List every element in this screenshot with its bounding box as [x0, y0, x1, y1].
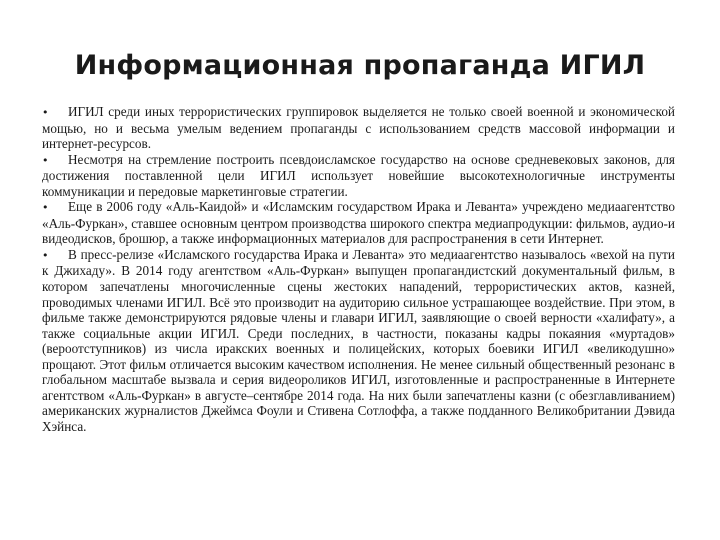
bullet-marker: • [42, 248, 49, 262]
bullet-text: Еще в 2006 году «Аль-Каидой» и «Исламским государством Ирака и Леванта» учреждено медиаагентство «Аль-Фуркан», ставшее основным центром производства широкого спектра медиапродукции: фильмов, аудио-и видеодисков, брошюр, а также информационных материалов для распространения в сети Интернет. [42, 199, 675, 247]
bullet-text: ИГИЛ среди иных террористических группировок выделяется не только своей военной и экономической мощью, но и весьма умелым ведением пропаганды с использованием средств массовой информации и интернет-ресурсов. [42, 104, 675, 152]
slide-body [42, 104, 675, 434]
bullet-item-1 [42, 104, 675, 152]
bullet-item-3 [42, 199, 675, 247]
bullet-item-4 [42, 247, 675, 435]
bullet-text: Несмотря на стремление построить псевдоисламское государство на основе средневековых законов, для достижения поставленной цели ИГИЛ использует новейшие высокотехнологичные инструменты коммуникации и передовые маркетинговые стратегии. [42, 151, 675, 199]
bullet-marker: • [42, 153, 49, 167]
bullet-item-2 [42, 152, 675, 200]
slide-title: Информационная пропаганда ИГИЛ [74, 50, 646, 81]
bullet-marker: • [42, 106, 49, 119]
bullet-text: В пресс-релизе «Исламского государства Ирака и Леванта» это медиаагентство называлось «вехой на пути к Джихаду». В 2014 году агентством «Аль-Фуркан» выпущен пропагандистский документальный фильм, в котором запечатлены многочисленные сцены жестоких нападений, террористических актов, казней, проводимых членами ИГИЛ. Всё это производит на аудиторию сильное устрашающее воздействие. При этом, в фильме также демонстрируются рядовые члены и главари ИГИЛ, заявляющие о своей верности «халифату», а также социальные акции ИГИЛ. Среди последних, в частности, показаны кадры покаяния «муртадов» (вероотступников) из числа иракских военных и полицейских, которых боевики ИГИЛ «великодушно» прощают. Этот фильм отличается высоким качеством исполнения. Не менее сильный общественный резонанс в глобальном масштабе вызвала и серия видеороликов ИГИЛ, изготовленные и распространенные в Интернете агентством «Аль-Фуркан» в августе–сентябре 2014 года. На них были запечатлены казни (с обезглавливанием) американских журналистов Джеймса Фоули и Стивена Сотлоффа, а также подданного Великобритании Дэвида Хэйнса. [42, 246, 675, 434]
bullet-marker: • [42, 201, 49, 215]
